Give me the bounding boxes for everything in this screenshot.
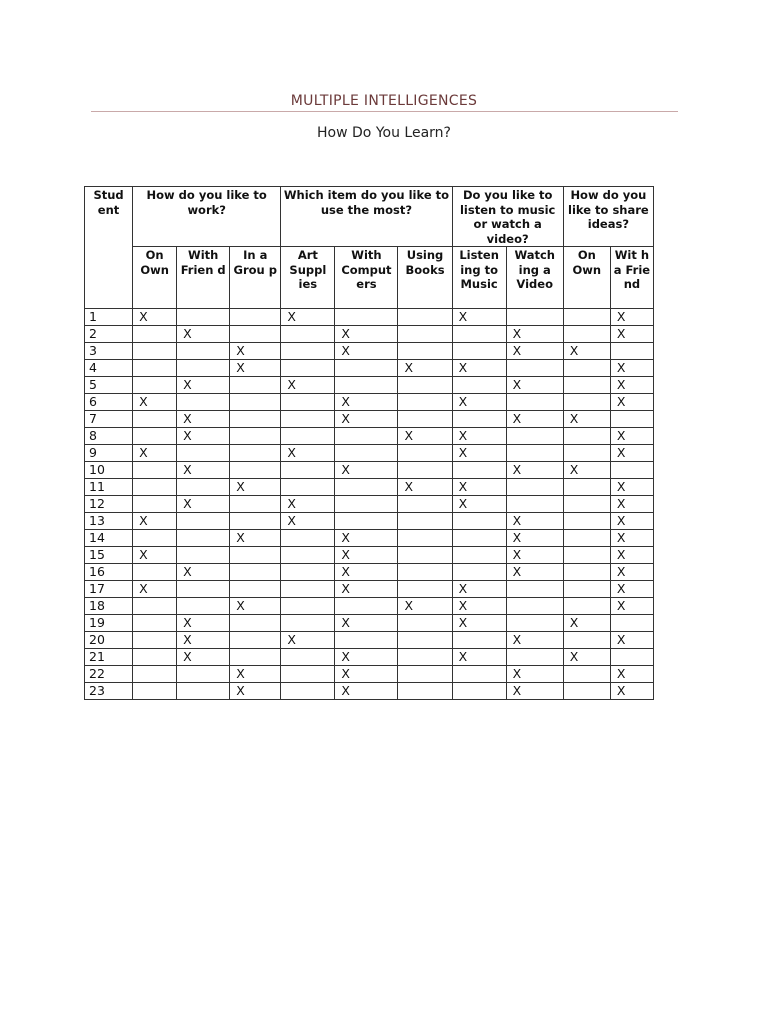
table-cell: X [610, 428, 653, 445]
table-row [85, 615, 654, 632]
student-number-cell: 5 [85, 377, 133, 394]
student-number-cell: 2 [85, 326, 133, 343]
table-cell [563, 496, 610, 513]
table-cell: X [230, 343, 281, 360]
table-cell [335, 479, 398, 496]
table-cell [133, 615, 177, 632]
table-cell [563, 530, 610, 547]
student-number-cell: 17 [85, 581, 133, 598]
table-cell [563, 394, 610, 411]
table-cell [398, 377, 452, 394]
table-cell [398, 462, 452, 479]
table-cell [563, 581, 610, 598]
table-cell: X [610, 564, 653, 581]
table-cell [563, 632, 610, 649]
table-row [85, 547, 654, 564]
table-cell: X [506, 564, 563, 581]
title-divider [91, 111, 678, 112]
table-row [85, 326, 654, 343]
table-cell [398, 343, 452, 360]
table-cell [230, 632, 281, 649]
table-cell: X [335, 683, 398, 700]
table-cell [610, 649, 653, 666]
table-cell: X [177, 462, 230, 479]
table-cell [335, 513, 398, 530]
table-cell: X [506, 513, 563, 530]
table-cell [610, 462, 653, 479]
table-cell: X [281, 377, 335, 394]
table-cell: X [177, 564, 230, 581]
table-row [85, 360, 654, 377]
table-cell: X [610, 666, 653, 683]
table-cell: X [398, 479, 452, 496]
table-cell: X [335, 581, 398, 598]
table-cell: X [452, 581, 506, 598]
student-number-cell: 18 [85, 598, 133, 615]
table-cell [452, 547, 506, 564]
table-cell [281, 598, 335, 615]
table-row [85, 666, 654, 683]
student-number-cell: 15 [85, 547, 133, 564]
table-cell [398, 547, 452, 564]
table-row [85, 530, 654, 547]
table-cell: X [177, 377, 230, 394]
table-cell: X [452, 309, 506, 326]
table-row [85, 632, 654, 649]
table-cell [177, 360, 230, 377]
table-cell [398, 649, 452, 666]
table-cell: X [335, 547, 398, 564]
student-number-cell: 20 [85, 632, 133, 649]
table-cell [610, 411, 653, 428]
table-cell: X [610, 326, 653, 343]
table-cell: X [335, 411, 398, 428]
table-cell [398, 513, 452, 530]
table-cell [281, 428, 335, 445]
table-cell [452, 683, 506, 700]
student-number-cell: 7 [85, 411, 133, 428]
column-header: With Comput ers [335, 247, 398, 309]
table-cell: X [610, 530, 653, 547]
table-cell: X [452, 479, 506, 496]
table-cell [133, 530, 177, 547]
table-cell [398, 496, 452, 513]
table-cell [177, 666, 230, 683]
table-cell: X [177, 411, 230, 428]
table-cell [506, 428, 563, 445]
table-cell [506, 598, 563, 615]
table-cell: X [452, 445, 506, 462]
table-cell [563, 326, 610, 343]
table-row [85, 598, 654, 615]
table-cell: X [335, 326, 398, 343]
table-cell: X [506, 377, 563, 394]
student-number-cell: 23 [85, 683, 133, 700]
student-number-cell: 12 [85, 496, 133, 513]
table-cell [563, 360, 610, 377]
table-cell [281, 581, 335, 598]
table-cell [133, 683, 177, 700]
column-header-row [85, 247, 654, 309]
table-cell: X [610, 598, 653, 615]
table-cell [177, 530, 230, 547]
table-cell [563, 445, 610, 462]
table-cell [506, 360, 563, 377]
table-cell [230, 309, 281, 326]
table-cell [281, 649, 335, 666]
table-cell [133, 496, 177, 513]
table-cell: X [177, 615, 230, 632]
column-header: Using Books [398, 247, 452, 309]
table-cell [133, 428, 177, 445]
group-header-share-ideas: How do you like to share ideas? [563, 187, 653, 247]
table-cell [281, 564, 335, 581]
table-cell: X [452, 394, 506, 411]
table-cell: X [610, 445, 653, 462]
table-cell [398, 445, 452, 462]
table-cell [177, 309, 230, 326]
table-cell [177, 343, 230, 360]
table-cell [398, 632, 452, 649]
table-cell [563, 309, 610, 326]
table-cell [506, 479, 563, 496]
table-cell [452, 513, 506, 530]
table-cell: X [506, 343, 563, 360]
table-cell [398, 326, 452, 343]
column-header: On Own [563, 247, 610, 309]
table-cell [133, 632, 177, 649]
table-cell [452, 377, 506, 394]
table-cell: X [335, 666, 398, 683]
table-cell [177, 394, 230, 411]
table-cell [281, 394, 335, 411]
table-cell [506, 581, 563, 598]
table-cell [133, 462, 177, 479]
student-number-cell: 13 [85, 513, 133, 530]
student-number-cell: 19 [85, 615, 133, 632]
table-cell: X [230, 360, 281, 377]
table-cell: X [281, 513, 335, 530]
table-row [85, 343, 654, 360]
table-cell: X [610, 360, 653, 377]
survey-table-body [85, 309, 654, 700]
column-header: Watch ing a Video [506, 247, 563, 309]
student-number-cell: 3 [85, 343, 133, 360]
table-cell: X [398, 360, 452, 377]
table-cell [133, 377, 177, 394]
student-number-cell: 9 [85, 445, 133, 462]
table-row [85, 411, 654, 428]
table-cell [563, 598, 610, 615]
table-cell [563, 428, 610, 445]
table-cell: X [335, 343, 398, 360]
table-cell [281, 547, 335, 564]
column-header: Art Suppl ies [281, 247, 335, 309]
table-cell: X [133, 547, 177, 564]
table-cell [452, 326, 506, 343]
table-cell [177, 513, 230, 530]
table-cell: X [506, 411, 563, 428]
table-row [85, 428, 654, 445]
table-cell: X [281, 309, 335, 326]
table-cell [506, 649, 563, 666]
table-cell: X [610, 309, 653, 326]
table-cell: X [133, 513, 177, 530]
table-cell: X [563, 615, 610, 632]
table-cell: X [133, 309, 177, 326]
table-cell [281, 411, 335, 428]
table-cell [177, 445, 230, 462]
table-cell [230, 547, 281, 564]
table-cell [563, 683, 610, 700]
table-cell [563, 479, 610, 496]
table-cell: X [177, 326, 230, 343]
table-cell [230, 462, 281, 479]
student-number-cell: 16 [85, 564, 133, 581]
student-number-cell: 8 [85, 428, 133, 445]
table-cell [335, 428, 398, 445]
table-row [85, 479, 654, 496]
group-header-item: Which item do you like to use the most? [281, 187, 452, 247]
table-cell: X [452, 496, 506, 513]
table-cell [230, 564, 281, 581]
table-cell: X [452, 360, 506, 377]
table-cell [452, 530, 506, 547]
table-cell [506, 394, 563, 411]
table-cell: X [177, 428, 230, 445]
table-cell [230, 445, 281, 462]
table-cell: X [610, 513, 653, 530]
table-cell [281, 530, 335, 547]
table-cell [177, 547, 230, 564]
table-cell [398, 615, 452, 632]
table-cell: X [335, 394, 398, 411]
table-row [85, 462, 654, 479]
table-cell: X [610, 496, 653, 513]
table-cell: X [281, 632, 335, 649]
table-cell: X [177, 649, 230, 666]
table-cell [335, 632, 398, 649]
table-cell [398, 581, 452, 598]
table-row [85, 649, 654, 666]
table-cell: X [335, 530, 398, 547]
table-cell [335, 496, 398, 513]
table-cell: X [506, 632, 563, 649]
column-header: In a Grou p [230, 247, 281, 309]
table-cell [230, 326, 281, 343]
table-cell: X [177, 496, 230, 513]
table-cell [133, 649, 177, 666]
table-cell: X [452, 649, 506, 666]
table-cell: X [610, 632, 653, 649]
table-cell [452, 411, 506, 428]
table-cell [398, 309, 452, 326]
table-cell: X [563, 411, 610, 428]
table-cell [230, 649, 281, 666]
table-cell: X [177, 632, 230, 649]
student-header: Stud ent [85, 187, 133, 309]
table-row [85, 309, 654, 326]
column-header: Listen ing to Music [452, 247, 506, 309]
table-cell [398, 564, 452, 581]
table-cell: X [506, 547, 563, 564]
page-title: MULTIPLE INTELLIGENCES [290, 93, 478, 109]
table-cell [563, 666, 610, 683]
table-cell [506, 445, 563, 462]
table-cell [177, 479, 230, 496]
table-cell [563, 513, 610, 530]
table-cell: X [398, 428, 452, 445]
table-cell [335, 598, 398, 615]
table-cell [281, 666, 335, 683]
table-cell [563, 564, 610, 581]
table-cell: X [133, 581, 177, 598]
table-cell [177, 581, 230, 598]
table-cell: X [281, 445, 335, 462]
table-cell [133, 360, 177, 377]
table-cell: X [230, 530, 281, 547]
student-number-cell: 1 [85, 309, 133, 326]
group-header-work: How do you like to work? [133, 187, 281, 247]
table-cell: X [610, 547, 653, 564]
table-cell [133, 343, 177, 360]
table-cell: X [610, 683, 653, 700]
table-cell [398, 530, 452, 547]
table-cell [610, 343, 653, 360]
table-cell [133, 479, 177, 496]
student-number-cell: 11 [85, 479, 133, 496]
table-cell [281, 360, 335, 377]
table-row [85, 394, 654, 411]
table-cell [133, 411, 177, 428]
table-cell [133, 598, 177, 615]
table-cell: X [563, 462, 610, 479]
table-cell: X [610, 394, 653, 411]
table-cell [230, 496, 281, 513]
table-row [85, 377, 654, 394]
table-row [85, 564, 654, 581]
group-header-row [85, 187, 654, 247]
table-cell [230, 394, 281, 411]
table-cell: X [398, 598, 452, 615]
table-cell: X [452, 598, 506, 615]
student-number-cell: 4 [85, 360, 133, 377]
table-cell: X [230, 666, 281, 683]
table-row [85, 581, 654, 598]
student-number-cell: 22 [85, 666, 133, 683]
table-cell: X [335, 615, 398, 632]
table-cell [335, 445, 398, 462]
column-header: With Frien d [177, 247, 230, 309]
table-cell [452, 343, 506, 360]
table-cell: X [133, 394, 177, 411]
table-cell: X [281, 496, 335, 513]
group-header-music-video: Do you like to listen to music or watch a video? [452, 187, 563, 247]
table-cell [281, 683, 335, 700]
table-cell: X [506, 326, 563, 343]
table-cell [335, 377, 398, 394]
table-cell: X [506, 666, 563, 683]
table-cell [281, 479, 335, 496]
table-cell [452, 564, 506, 581]
student-number-cell: 6 [85, 394, 133, 411]
table-cell [281, 326, 335, 343]
table-cell [177, 598, 230, 615]
table-cell [230, 581, 281, 598]
table-cell [398, 683, 452, 700]
table-cell: X [563, 649, 610, 666]
table-cell: X [230, 683, 281, 700]
table-cell [452, 632, 506, 649]
table-cell [452, 462, 506, 479]
table-row [85, 445, 654, 462]
table-cell [133, 564, 177, 581]
table-cell: X [230, 598, 281, 615]
table-cell [398, 666, 452, 683]
table-cell [281, 462, 335, 479]
table-cell [563, 547, 610, 564]
table-cell [230, 615, 281, 632]
table-cell [452, 666, 506, 683]
page-subtitle: How Do You Learn? [317, 125, 451, 141]
table-cell: X [610, 581, 653, 598]
column-header: On Own [133, 247, 177, 309]
table-row [85, 683, 654, 700]
table-cell [335, 309, 398, 326]
table-cell: X [506, 462, 563, 479]
table-cell [133, 326, 177, 343]
table-cell [230, 377, 281, 394]
table-cell [230, 411, 281, 428]
table-cell: X [506, 683, 563, 700]
table-cell: X [335, 649, 398, 666]
table-cell [398, 394, 452, 411]
table-row [85, 496, 654, 513]
student-number-cell: 14 [85, 530, 133, 547]
table-cell [133, 666, 177, 683]
table-cell: X [610, 479, 653, 496]
table-cell [506, 615, 563, 632]
table-cell [281, 343, 335, 360]
table-cell [506, 496, 563, 513]
table-cell [563, 377, 610, 394]
table-cell [398, 411, 452, 428]
table-cell: X [563, 343, 610, 360]
table-cell [281, 615, 335, 632]
table-cell: X [230, 479, 281, 496]
table-cell: X [335, 564, 398, 581]
student-number-cell: 21 [85, 649, 133, 666]
table-cell: X [335, 462, 398, 479]
student-number-cell: 10 [85, 462, 133, 479]
table-cell [506, 309, 563, 326]
table-cell: X [610, 377, 653, 394]
table-cell: X [506, 530, 563, 547]
table-row [85, 513, 654, 530]
table-cell [230, 513, 281, 530]
table-cell [610, 615, 653, 632]
table-cell: X [452, 615, 506, 632]
column-header: Wit h a Frie nd [610, 247, 653, 309]
table-cell: X [133, 445, 177, 462]
survey-table [84, 186, 654, 700]
table-cell [335, 360, 398, 377]
table-cell: X [452, 428, 506, 445]
table-cell [230, 428, 281, 445]
table-cell [177, 683, 230, 700]
